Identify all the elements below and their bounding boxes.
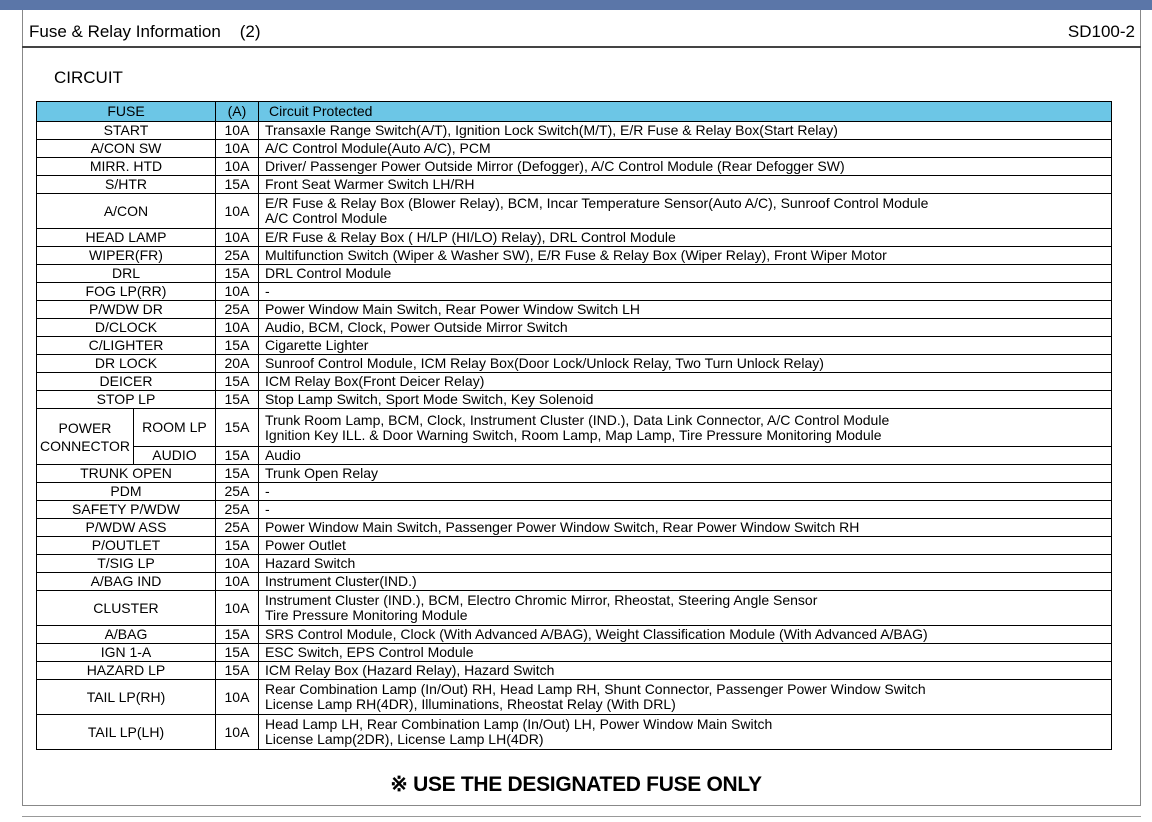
fuse-desc xyxy=(258,283,1111,301)
power-connector-group xyxy=(37,409,1112,465)
fuse-desc-line: Hazard Switch xyxy=(264,555,356,571)
fuse-name: MIRR. HTD xyxy=(37,158,216,176)
fuse-desc-line: Ignition Key ILL. & Door Warning Switch, Room Lamp, Map Lamp, Tire Pressure Monitoring Module xyxy=(264,426,882,443)
table-row xyxy=(37,265,1112,283)
fuse-amp: 10A xyxy=(215,140,258,158)
fuse-name: STOP LP xyxy=(37,391,216,409)
power-connector-label xyxy=(37,409,134,465)
table-row xyxy=(37,319,1112,337)
fuse-desc xyxy=(258,519,1111,537)
fuse-name: A/CON SW xyxy=(37,140,216,158)
page-header xyxy=(22,14,1141,48)
fuse-name: TAIL LP(RH) xyxy=(37,680,216,715)
fuse-name: ROOM LP xyxy=(133,409,215,447)
fuse-name: HAZARD LP xyxy=(37,662,216,680)
fuse-desc xyxy=(258,122,1111,140)
table-row xyxy=(37,537,1112,555)
fuse-amp: 10A xyxy=(215,122,258,140)
fuse-amp: 15A xyxy=(215,337,258,355)
fuse-name: P/WDW ASS xyxy=(37,519,216,537)
fuse-amp: 20A xyxy=(215,355,258,373)
table-row xyxy=(37,591,1112,626)
fuse-desc xyxy=(258,319,1111,337)
table-row xyxy=(37,229,1112,247)
table-row xyxy=(37,301,1112,319)
fuse-desc-line: Multifunction Switch (Wiper & Washer SW), E/R Fuse & Relay Box (Wiper Relay), Front Wiper Motor xyxy=(264,247,887,263)
fuse-desc-line: - xyxy=(264,501,270,517)
table-row xyxy=(37,409,1112,447)
fuse-desc-line: DRL Control Module xyxy=(264,265,392,281)
fuse-name: PDM xyxy=(37,483,216,501)
fuse-desc-line: SRS Control Module, Clock (With Advanced A/BAG), Weight Classification Module (With Advanced A/BAG) xyxy=(264,626,928,642)
table-row xyxy=(37,519,1112,537)
fuse-desc-line: Instrument Cluster(IND.) xyxy=(264,573,417,589)
fuse-name: DR LOCK xyxy=(37,355,216,373)
table-row xyxy=(37,158,1112,176)
fuse-desc-line: Audio, BCM, Clock, Power Outside Mirror Switch xyxy=(264,319,568,335)
fuse-desc xyxy=(258,229,1111,247)
fuse-name: SAFETY P/WDW xyxy=(37,501,216,519)
table-row xyxy=(37,176,1112,194)
header-rule xyxy=(22,46,1141,48)
fuse-amp: 10A xyxy=(215,158,258,176)
table-body-b xyxy=(37,465,1112,750)
fuse-amp: 15A xyxy=(215,644,258,662)
fuse-amp: 10A xyxy=(215,229,258,247)
fuse-desc-line: Transaxle Range Switch(A/T), Ignition Lock Switch(M/T), E/R Fuse & Relay Box(Start Relay) xyxy=(264,122,838,138)
table-row xyxy=(37,194,1112,229)
fuse-name: P/OUTLET xyxy=(37,537,216,555)
page-title: Fuse & Relay Information (2) xyxy=(29,22,261,41)
fuse-amp: 15A xyxy=(215,626,258,644)
fuse-amp: 15A xyxy=(215,373,258,391)
fuse-desc-line: Tire Pressure Monitoring Module xyxy=(264,607,468,623)
fuse-desc-line: ICM Relay Box (Hazard Relay), Hazard Switch xyxy=(264,662,555,678)
fuse-desc: Audio xyxy=(258,447,1111,465)
table-header-row xyxy=(37,102,1112,122)
fuse-desc xyxy=(258,715,1111,750)
table-body-a xyxy=(37,122,1112,409)
fuse-amp: 10A xyxy=(215,573,258,591)
fuse-amp: 25A xyxy=(215,501,258,519)
fuse-desc xyxy=(258,355,1111,373)
window-top-bar xyxy=(0,0,1152,10)
fuse-desc xyxy=(258,194,1111,229)
fuse-name: A/BAG IND xyxy=(37,573,216,591)
table-row xyxy=(37,626,1112,644)
fuse-desc-line: - xyxy=(264,483,270,499)
col-desc-header: Circuit Protected xyxy=(258,102,1111,122)
fuse-desc xyxy=(258,626,1111,644)
fuse-name: DRL xyxy=(37,265,216,283)
fuse-amp: 15A xyxy=(215,537,258,555)
table-row xyxy=(37,355,1112,373)
fuse-desc xyxy=(258,662,1111,680)
fuse-desc-line: E/R Fuse & Relay Box ( H/LP (HI/LO) Relay), DRL Control Module xyxy=(264,229,676,245)
fuse-amp: 25A xyxy=(215,519,258,537)
fuse-desc-line: Cigarette Lighter xyxy=(264,337,369,353)
fuse-desc-line: Power Outlet xyxy=(264,537,346,553)
table-row xyxy=(37,465,1112,483)
table-row xyxy=(37,483,1112,501)
fuse-desc xyxy=(258,573,1111,591)
table-row xyxy=(37,680,1112,715)
fuse-amp: 25A xyxy=(215,301,258,319)
fuse-amp: 15A xyxy=(215,409,258,447)
fuse-desc xyxy=(258,680,1111,715)
table-row xyxy=(37,247,1112,265)
table-row xyxy=(37,283,1112,301)
fuse-desc xyxy=(258,644,1111,662)
fuse-name: TRUNK OPEN xyxy=(37,465,216,483)
fuse-desc xyxy=(258,265,1111,283)
fuse-desc-line: Trunk Room Lamp, BCM, Clock, Instrument Cluster (IND.), Data Link Connector, A/C Control Module xyxy=(264,411,890,428)
section-title: CIRCUIT xyxy=(54,68,123,87)
fuse-amp: 15A xyxy=(215,465,258,483)
fuse-desc xyxy=(258,176,1111,194)
fuse-desc-line: ESC Switch, EPS Control Module xyxy=(264,644,474,660)
fuse-desc-line: License Lamp(2DR), License Lamp LH(4DR) xyxy=(264,731,544,747)
fuse-desc-line: Instrument Cluster (IND.), BCM, Electro Chromic Mirror, Rheostat, Steering Angle Sensor xyxy=(264,592,818,608)
fuse-name: T/SIG LP xyxy=(37,555,216,573)
power-connector-label-line1: POWER xyxy=(58,419,112,436)
fuse-name: D/CLOCK xyxy=(37,319,216,337)
fuse-name: A/BAG xyxy=(37,626,216,644)
page-code: SD100-2 xyxy=(1067,22,1135,41)
fuse-desc xyxy=(258,465,1111,483)
table-row xyxy=(37,373,1112,391)
fuse-amp: 10A xyxy=(215,715,258,750)
table-row xyxy=(37,644,1112,662)
fuse-desc xyxy=(258,391,1111,409)
fuse-desc-line: A/C Control Module xyxy=(264,210,388,226)
fuse-name: TAIL LP(LH) xyxy=(37,715,216,750)
fuse-name: DEICER xyxy=(37,373,216,391)
fuse-amp: 10A xyxy=(215,194,258,229)
fuse-amp: 15A xyxy=(215,662,258,680)
fuse-name: WIPER(FR) xyxy=(37,247,216,265)
table-row xyxy=(37,447,1112,465)
fuse-name: P/WDW DR xyxy=(37,301,216,319)
fuse-amp: 15A xyxy=(215,265,258,283)
fuse-desc xyxy=(258,337,1111,355)
fuse-desc-line: Stop Lamp Switch, Sport Mode Switch, Key Solenoid xyxy=(264,391,594,407)
fuse-name: AUDIO xyxy=(133,447,215,465)
fuse-desc-line: Driver/ Passenger Power Outside Mirror (Defogger), A/C Control Module (Rear Defogger SW) xyxy=(264,158,845,174)
fuse-name: HEAD LAMP xyxy=(37,229,216,247)
table-row xyxy=(37,501,1112,519)
table-row xyxy=(37,715,1112,750)
fuse-desc xyxy=(258,555,1111,573)
table-row xyxy=(37,555,1112,573)
fuse-desc xyxy=(258,591,1111,626)
fuse-amp: 10A xyxy=(215,591,258,626)
fuse-desc xyxy=(258,483,1111,501)
fuse-desc-line: - xyxy=(264,283,270,299)
col-amp-header: (A) xyxy=(215,102,258,122)
table-row xyxy=(37,140,1112,158)
fuse-desc-line: E/R Fuse & Relay Box (Blower Relay), BCM, Incar Temperature Sensor(Auto A/C), Sunroof Control Module xyxy=(264,195,929,211)
fuse-amp: 10A xyxy=(215,555,258,573)
fuse-desc xyxy=(258,501,1111,519)
fuse-amp: 25A xyxy=(215,483,258,501)
fuse-desc xyxy=(258,140,1111,158)
fuse-amp: 10A xyxy=(215,680,258,715)
table-row xyxy=(37,391,1112,409)
fuse-amp: 10A xyxy=(215,283,258,301)
fuse-amp: 15A xyxy=(215,447,258,465)
fuse-amp: 15A xyxy=(215,391,258,409)
fuse-name: IGN 1-A xyxy=(37,644,216,662)
fuse-desc-line: Sunroof Control Module, ICM Relay Box(Door Lock/Unlock Relay, Two Turn Unlock Relay) xyxy=(264,355,824,371)
fuse-amp: 15A xyxy=(215,176,258,194)
designated-fuse-note: ※ USE THE DESIGNATED FUSE ONLY xyxy=(390,773,762,796)
fuse-desc xyxy=(258,373,1111,391)
fuse-desc xyxy=(258,301,1111,319)
fuse-table xyxy=(36,101,1112,750)
fuse-desc-line: License Lamp RH(4DR), Illuminations, Rheostat Relay (With DRL) xyxy=(264,696,676,712)
fuse-desc-line: Trunk Open Relay xyxy=(264,465,379,481)
fuse-desc-line: Power Window Main Switch, Passenger Power Window Switch, Rear Power Window Switch RH xyxy=(264,519,860,535)
page-bottom-rule xyxy=(22,816,1141,817)
fuse-desc xyxy=(258,247,1111,265)
fuse-desc xyxy=(258,409,1111,447)
fuse-name: A/CON xyxy=(37,194,216,229)
table-row xyxy=(37,573,1112,591)
fuse-desc-line: Front Seat Warmer Switch LH/RH xyxy=(264,176,475,192)
fuse-name: START xyxy=(37,122,216,140)
table-row xyxy=(37,662,1112,680)
fuse-desc xyxy=(258,537,1111,555)
col-fuse-header: FUSE xyxy=(37,102,216,122)
fuse-name: CLUSTER xyxy=(37,591,216,626)
fuse-desc-line: Power Window Main Switch, Rear Power Window Switch LH xyxy=(264,301,640,317)
power-connector-label-line2: CONNECTOR xyxy=(40,437,130,454)
fuse-desc-line: ICM Relay Box(Front Deicer Relay) xyxy=(264,373,485,389)
fuse-desc xyxy=(258,158,1111,176)
table-row xyxy=(37,337,1112,355)
fuse-desc-line: Head Lamp LH, Rear Combination Lamp (In/Out) LH, Power Window Main Switch xyxy=(264,716,773,732)
fuse-name: S/HTR xyxy=(37,176,216,194)
fuse-name: C/LIGHTER xyxy=(37,337,216,355)
fuse-amp: 10A xyxy=(215,319,258,337)
fuse-amp: 25A xyxy=(215,247,258,265)
fuse-name: FOG LP(RR) xyxy=(37,283,216,301)
fuse-desc-line: Rear Combination Lamp (In/Out) RH, Head Lamp RH, Shunt Connector, Passenger Power Window Switch xyxy=(264,681,926,697)
fuse-desc-line: A/C Control Module(Auto A/C), PCM xyxy=(264,140,491,156)
table-row xyxy=(37,122,1112,140)
